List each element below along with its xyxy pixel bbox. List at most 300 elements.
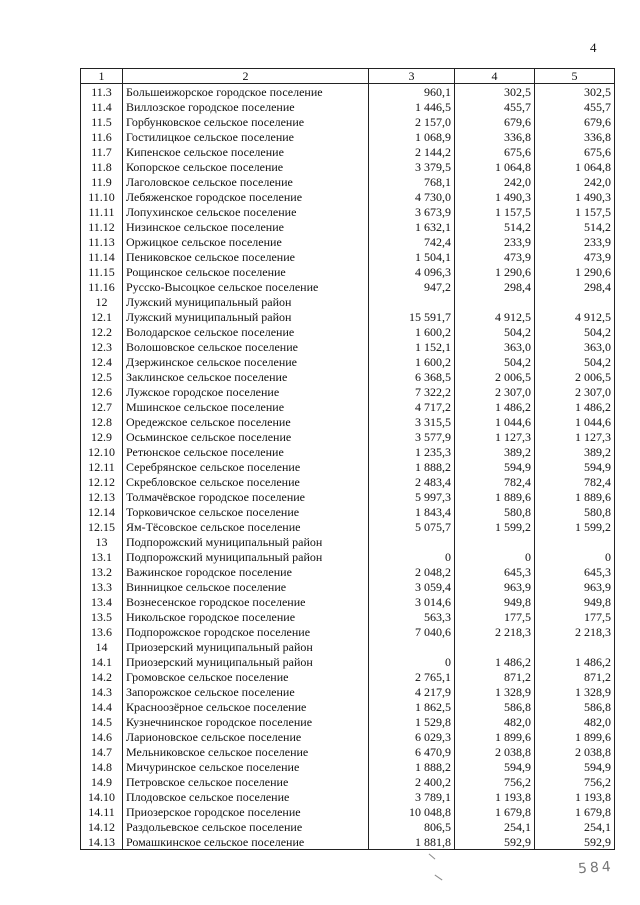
row-number: 13.6 — [81, 624, 123, 639]
row-value-5: 1 899,6 — [535, 729, 615, 744]
pen-mark — [429, 854, 436, 860]
row-value-5: 756,2 — [535, 774, 615, 789]
row-value-3: 2 483,4 — [369, 474, 455, 489]
table-row — [81, 324, 615, 339]
header-col-3: 3 — [369, 69, 455, 84]
row-value-3: 10 048,8 — [369, 804, 455, 819]
row-name: Винницкое сельское поселение — [123, 579, 369, 594]
row-value-3: 3 789,1 — [369, 789, 455, 804]
table-row — [81, 519, 615, 534]
row-value-3: 1 504,1 — [369, 249, 455, 264]
row-value-4: 363,0 — [455, 339, 535, 354]
row-value-5: 592,9 — [535, 834, 615, 850]
row-value-3: 3 014,6 — [369, 594, 455, 609]
row-number: 11.6 — [81, 129, 123, 144]
row-value-5: 782,4 — [535, 474, 615, 489]
row-value-3 — [369, 294, 455, 309]
row-name: Заклинское сельское поселение — [123, 369, 369, 384]
row-value-5: 1 157,5 — [535, 204, 615, 219]
table-row — [81, 384, 615, 399]
table-row — [81, 399, 615, 414]
row-number: 11.15 — [81, 264, 123, 279]
table-row — [81, 564, 615, 579]
row-name: Лопухинское сельское поселение — [123, 204, 369, 219]
row-number: 13.4 — [81, 594, 123, 609]
row-name: Русско-Высоцкое сельское поселение — [123, 279, 369, 294]
header-col-2: 2 — [123, 69, 369, 84]
row-value-5: 594,9 — [535, 759, 615, 774]
row-value-4: 1 486,2 — [455, 654, 535, 669]
table-row — [81, 804, 615, 819]
row-value-3: 6 368,5 — [369, 369, 455, 384]
row-number: 13.5 — [81, 609, 123, 624]
row-name: Подпорожский муниципальный район — [123, 534, 369, 549]
table-row — [81, 654, 615, 669]
row-number: 11.3 — [81, 84, 123, 100]
table-row — [81, 279, 615, 294]
row-number: 14.2 — [81, 669, 123, 684]
row-name: Лужский муниципальный район — [123, 309, 369, 324]
row-number: 12.11 — [81, 459, 123, 474]
row-name: Лужский муниципальный район — [123, 294, 369, 309]
row-value-5: 645,3 — [535, 564, 615, 579]
row-number: 11.5 — [81, 114, 123, 129]
table-row — [81, 234, 615, 249]
row-name: Вознесенское городское поселение — [123, 594, 369, 609]
row-value-3: 1 068,9 — [369, 129, 455, 144]
row-value-5: 455,7 — [535, 99, 615, 114]
row-value-4: 473,9 — [455, 249, 535, 264]
row-name: Серебрянское сельское поселение — [123, 459, 369, 474]
table-header-row — [81, 69, 615, 84]
row-number: 12.2 — [81, 324, 123, 339]
row-value-5: 871,2 — [535, 669, 615, 684]
row-value-5: 242,0 — [535, 174, 615, 189]
row-name: Большеижорское городское поселение — [123, 84, 369, 100]
table-row — [81, 639, 615, 654]
table-row — [81, 159, 615, 174]
row-value-3: 947,2 — [369, 279, 455, 294]
row-value-5: 1 490,3 — [535, 189, 615, 204]
row-value-4: 782,4 — [455, 474, 535, 489]
row-value-3 — [369, 534, 455, 549]
row-number: 11.10 — [81, 189, 123, 204]
table-row — [81, 609, 615, 624]
row-name: Важинское городское поселение — [123, 564, 369, 579]
row-value-4: 504,2 — [455, 354, 535, 369]
row-value-5: 504,2 — [535, 354, 615, 369]
row-value-3: 1 152,1 — [369, 339, 455, 354]
row-value-4: 242,0 — [455, 174, 535, 189]
table-row — [81, 249, 615, 264]
row-value-4: 254,1 — [455, 819, 535, 834]
row-value-4: 4 912,5 — [455, 309, 535, 324]
row-value-3: 3 315,5 — [369, 414, 455, 429]
table-row — [81, 114, 615, 129]
row-name: Дзержинское сельское поселение — [123, 354, 369, 369]
row-number: 14.4 — [81, 699, 123, 714]
table-row — [81, 189, 615, 204]
row-value-5: 302,5 — [535, 84, 615, 100]
row-value-5: 679,6 — [535, 114, 615, 129]
row-value-4: 504,2 — [455, 324, 535, 339]
table-row — [81, 444, 615, 459]
row-value-3: 563,3 — [369, 609, 455, 624]
row-value-4: 482,0 — [455, 714, 535, 729]
row-value-4: 336,8 — [455, 129, 535, 144]
row-name: Лаголовское сельское поселение — [123, 174, 369, 189]
row-number: 13.3 — [81, 579, 123, 594]
row-name: Ромашкинское сельское поселение — [123, 834, 369, 850]
row-name: Осьминское сельское поселение — [123, 429, 369, 444]
row-name: Низинское сельское поселение — [123, 219, 369, 234]
table-row — [81, 474, 615, 489]
row-value-4: 0 — [455, 549, 535, 564]
row-value-4: 1 127,3 — [455, 429, 535, 444]
row-value-5: 963,9 — [535, 579, 615, 594]
row-value-4: 177,5 — [455, 609, 535, 624]
row-value-4: 1 899,6 — [455, 729, 535, 744]
header-col-1: 1 — [81, 69, 123, 84]
row-number: 12.14 — [81, 504, 123, 519]
row-name: Кузнечнинское городское поселение — [123, 714, 369, 729]
row-value-3: 1 600,2 — [369, 324, 455, 339]
row-value-5: 1 290,6 — [535, 264, 615, 279]
budget-table — [80, 68, 615, 850]
row-value-5: 482,0 — [535, 714, 615, 729]
table-row — [81, 144, 615, 159]
row-name: Подпорожский муниципальный район — [123, 549, 369, 564]
row-value-3: 3 577,9 — [369, 429, 455, 444]
table-row — [81, 354, 615, 369]
table-row — [81, 369, 615, 384]
row-number: 14.3 — [81, 684, 123, 699]
row-value-5: 1 599,2 — [535, 519, 615, 534]
table-row — [81, 99, 615, 114]
row-number: 14.9 — [81, 774, 123, 789]
table-row — [81, 684, 615, 699]
row-number: 13.2 — [81, 564, 123, 579]
row-value-5: 1 193,8 — [535, 789, 615, 804]
row-value-5: 675,6 — [535, 144, 615, 159]
table-row — [81, 744, 615, 759]
row-name: Ларионовское сельское поселение — [123, 729, 369, 744]
table-row — [81, 789, 615, 804]
row-value-3: 5 997,3 — [369, 489, 455, 504]
row-value-3: 2 048,2 — [369, 564, 455, 579]
row-name: Ретюнское сельское поселение — [123, 444, 369, 459]
row-value-5: 336,8 — [535, 129, 615, 144]
row-number: 11.4 — [81, 99, 123, 114]
row-number: 14.6 — [81, 729, 123, 744]
row-value-3: 7 322,2 — [369, 384, 455, 399]
row-value-4: 679,6 — [455, 114, 535, 129]
row-value-4: 1 290,6 — [455, 264, 535, 279]
row-value-4: 1 889,6 — [455, 489, 535, 504]
row-value-3: 0 — [369, 654, 455, 669]
row-value-3: 3 379,5 — [369, 159, 455, 174]
row-value-4: 645,3 — [455, 564, 535, 579]
row-name: Копорское сельское поселение — [123, 159, 369, 174]
row-number: 14.13 — [81, 834, 123, 850]
row-name: Ям-Тёсовское сельское поселение — [123, 519, 369, 534]
table-row — [81, 309, 615, 324]
row-number: 11.14 — [81, 249, 123, 264]
row-value-5: 594,9 — [535, 459, 615, 474]
row-value-5: 1 328,9 — [535, 684, 615, 699]
row-value-3: 7 040,6 — [369, 624, 455, 639]
row-value-4: 389,2 — [455, 444, 535, 459]
row-number: 13 — [81, 534, 123, 549]
row-name: Лужское городское поселение — [123, 384, 369, 399]
row-number: 14.10 — [81, 789, 123, 804]
row-value-4: 1 486,2 — [455, 399, 535, 414]
row-value-5: 1 064,8 — [535, 159, 615, 174]
row-name: Волошовское сельское поселение — [123, 339, 369, 354]
row-value-5 — [535, 294, 615, 309]
row-value-4: 1 064,8 — [455, 159, 535, 174]
row-value-4: 1 490,3 — [455, 189, 535, 204]
row-name: Гостилицкое сельское поселение — [123, 129, 369, 144]
row-name: Виллозское городское поселение — [123, 99, 369, 114]
row-value-5: 1 127,3 — [535, 429, 615, 444]
table-row — [81, 774, 615, 789]
row-value-4 — [455, 294, 535, 309]
row-value-3: 742,4 — [369, 234, 455, 249]
row-value-4: 592,9 — [455, 834, 535, 850]
row-value-3: 806,5 — [369, 819, 455, 834]
row-value-4: 233,9 — [455, 234, 535, 249]
table-row — [81, 84, 615, 100]
table-row — [81, 759, 615, 774]
row-name: Приозерский муниципальный район — [123, 654, 369, 669]
row-name: Громовское сельское поселение — [123, 669, 369, 684]
header-col-4: 4 — [455, 69, 535, 84]
row-value-4: 2 006,5 — [455, 369, 535, 384]
row-value-5: 580,8 — [535, 504, 615, 519]
row-value-4: 2 038,8 — [455, 744, 535, 759]
row-value-4: 675,6 — [455, 144, 535, 159]
row-number: 12.1 — [81, 309, 123, 324]
row-value-3: 4 217,9 — [369, 684, 455, 699]
table-row — [81, 624, 615, 639]
row-name: Володарское сельское поселение — [123, 324, 369, 339]
row-value-4: 1 599,2 — [455, 519, 535, 534]
header-col-5: 5 — [535, 69, 615, 84]
row-value-3: 1 632,1 — [369, 219, 455, 234]
row-value-5: 2 038,8 — [535, 744, 615, 759]
row-name: Оредежское сельское поселение — [123, 414, 369, 429]
row-value-3: 2 400,2 — [369, 774, 455, 789]
table-row — [81, 429, 615, 444]
row-value-4: 586,8 — [455, 699, 535, 714]
row-value-5: 1 044,6 — [535, 414, 615, 429]
row-name: Толмачёвское городское поселение — [123, 489, 369, 504]
row-number: 12.12 — [81, 474, 123, 489]
row-name: Пениковское сельское поселение — [123, 249, 369, 264]
row-value-3: 1 888,2 — [369, 459, 455, 474]
row-value-3: 4 717,2 — [369, 399, 455, 414]
row-number: 11.16 — [81, 279, 123, 294]
table-row — [81, 489, 615, 504]
row-value-3 — [369, 639, 455, 654]
row-number: 12.7 — [81, 399, 123, 414]
row-value-5: 233,9 — [535, 234, 615, 249]
row-value-4: 514,2 — [455, 219, 535, 234]
row-value-3: 1 888,2 — [369, 759, 455, 774]
row-value-4: 1 328,9 — [455, 684, 535, 699]
row-value-5: 504,2 — [535, 324, 615, 339]
row-value-5: 2 218,3 — [535, 624, 615, 639]
table-row — [81, 699, 615, 714]
row-value-5: 177,5 — [535, 609, 615, 624]
table-row — [81, 459, 615, 474]
row-value-5: 514,2 — [535, 219, 615, 234]
row-value-3: 0 — [369, 549, 455, 564]
table-row — [81, 594, 615, 609]
row-name: Приозерский муниципальный район — [123, 639, 369, 654]
table-row — [81, 819, 615, 834]
row-value-5: 254,1 — [535, 819, 615, 834]
page-number: 4 — [590, 40, 597, 55]
row-name: Раздольевское сельское поселение — [123, 819, 369, 834]
row-name: Плодовское сельское поселение — [123, 789, 369, 804]
row-value-4: 1 157,5 — [455, 204, 535, 219]
row-value-3: 1 529,8 — [369, 714, 455, 729]
table-row — [81, 414, 615, 429]
row-value-4: 580,8 — [455, 504, 535, 519]
row-value-4 — [455, 639, 535, 654]
row-value-5 — [535, 639, 615, 654]
row-value-5: 473,9 — [535, 249, 615, 264]
table-row — [81, 339, 615, 354]
table-row — [81, 219, 615, 234]
row-number: 12.5 — [81, 369, 123, 384]
row-value-3: 1 446,5 — [369, 99, 455, 114]
row-value-5: 2 307,0 — [535, 384, 615, 399]
row-number: 12.13 — [81, 489, 123, 504]
row-number: 12.8 — [81, 414, 123, 429]
row-value-5: 1 486,2 — [535, 399, 615, 414]
row-value-4: 298,4 — [455, 279, 535, 294]
row-name: Скребловское сельское поселение — [123, 474, 369, 489]
page-stamp: 584 — [577, 858, 615, 878]
row-value-3: 2 765,1 — [369, 669, 455, 684]
table-row — [81, 729, 615, 744]
row-number: 14.8 — [81, 759, 123, 774]
row-value-4: 756,2 — [455, 774, 535, 789]
table-row — [81, 264, 615, 279]
table-row — [81, 834, 615, 850]
row-value-5: 1 679,8 — [535, 804, 615, 819]
row-value-3: 6 470,9 — [369, 744, 455, 759]
row-number: 14.7 — [81, 744, 123, 759]
row-value-4: 594,9 — [455, 759, 535, 774]
row-value-3: 15 591,7 — [369, 309, 455, 324]
row-value-3: 6 029,3 — [369, 729, 455, 744]
row-value-3: 1 600,2 — [369, 354, 455, 369]
pen-mark — [435, 875, 443, 881]
row-value-3: 5 075,7 — [369, 519, 455, 534]
row-number: 11.13 — [81, 234, 123, 249]
row-value-3: 1 862,5 — [369, 699, 455, 714]
row-value-5: 298,4 — [535, 279, 615, 294]
row-value-5 — [535, 534, 615, 549]
row-value-4: 1 044,6 — [455, 414, 535, 429]
row-value-4: 871,2 — [455, 669, 535, 684]
row-value-4: 963,9 — [455, 579, 535, 594]
row-name: Лебяженское городское поселение — [123, 189, 369, 204]
row-value-4: 2 218,3 — [455, 624, 535, 639]
row-value-3: 2 144,2 — [369, 144, 455, 159]
row-value-3: 960,1 — [369, 84, 455, 100]
row-number: 12.15 — [81, 519, 123, 534]
row-value-4: 1 679,8 — [455, 804, 535, 819]
row-number: 13.1 — [81, 549, 123, 564]
row-value-4: 455,7 — [455, 99, 535, 114]
row-number: 14.12 — [81, 819, 123, 834]
row-value-4: 2 307,0 — [455, 384, 535, 399]
row-number: 14.5 — [81, 714, 123, 729]
row-name: Мичуринское сельское поселение — [123, 759, 369, 774]
row-value-5: 586,8 — [535, 699, 615, 714]
row-value-5: 2 006,5 — [535, 369, 615, 384]
table-body — [81, 84, 615, 850]
row-number: 12.9 — [81, 429, 123, 444]
row-name: Рощинское сельское поселение — [123, 264, 369, 279]
table-row — [81, 294, 615, 309]
row-number: 14 — [81, 639, 123, 654]
table-row — [81, 669, 615, 684]
row-value-5: 4 912,5 — [535, 309, 615, 324]
row-number: 11.7 — [81, 144, 123, 159]
table-row — [81, 174, 615, 189]
row-number: 12 — [81, 294, 123, 309]
row-value-3: 3 059,4 — [369, 579, 455, 594]
row-number: 14.11 — [81, 804, 123, 819]
row-value-3: 768,1 — [369, 174, 455, 189]
row-value-4: 1 193,8 — [455, 789, 535, 804]
table-row — [81, 549, 615, 564]
row-value-4 — [455, 534, 535, 549]
row-name: Подпорожское городское поселение — [123, 624, 369, 639]
row-value-3: 1 843,4 — [369, 504, 455, 519]
row-name: Мшинское сельское поселение — [123, 399, 369, 414]
row-number: 11.11 — [81, 204, 123, 219]
table-row — [81, 534, 615, 549]
table-row — [81, 129, 615, 144]
row-number: 12.3 — [81, 339, 123, 354]
row-number: 12.4 — [81, 354, 123, 369]
row-value-5: 1 486,2 — [535, 654, 615, 669]
row-value-5: 389,2 — [535, 444, 615, 459]
table-row — [81, 204, 615, 219]
table-row — [81, 504, 615, 519]
row-value-5: 1 889,6 — [535, 489, 615, 504]
row-number: 11.9 — [81, 174, 123, 189]
row-value-5: 363,0 — [535, 339, 615, 354]
row-name: Никольское городское поселение — [123, 609, 369, 624]
row-value-4: 594,9 — [455, 459, 535, 474]
row-value-3: 2 157,0 — [369, 114, 455, 129]
row-number: 11.12 — [81, 219, 123, 234]
row-name: Петровское сельское поселение — [123, 774, 369, 789]
row-value-3: 1 235,3 — [369, 444, 455, 459]
row-number: 14.1 — [81, 654, 123, 669]
row-name: Приозерское городское поселение — [123, 804, 369, 819]
row-value-4: 302,5 — [455, 84, 535, 100]
row-name: Мельниковское сельское поселение — [123, 744, 369, 759]
